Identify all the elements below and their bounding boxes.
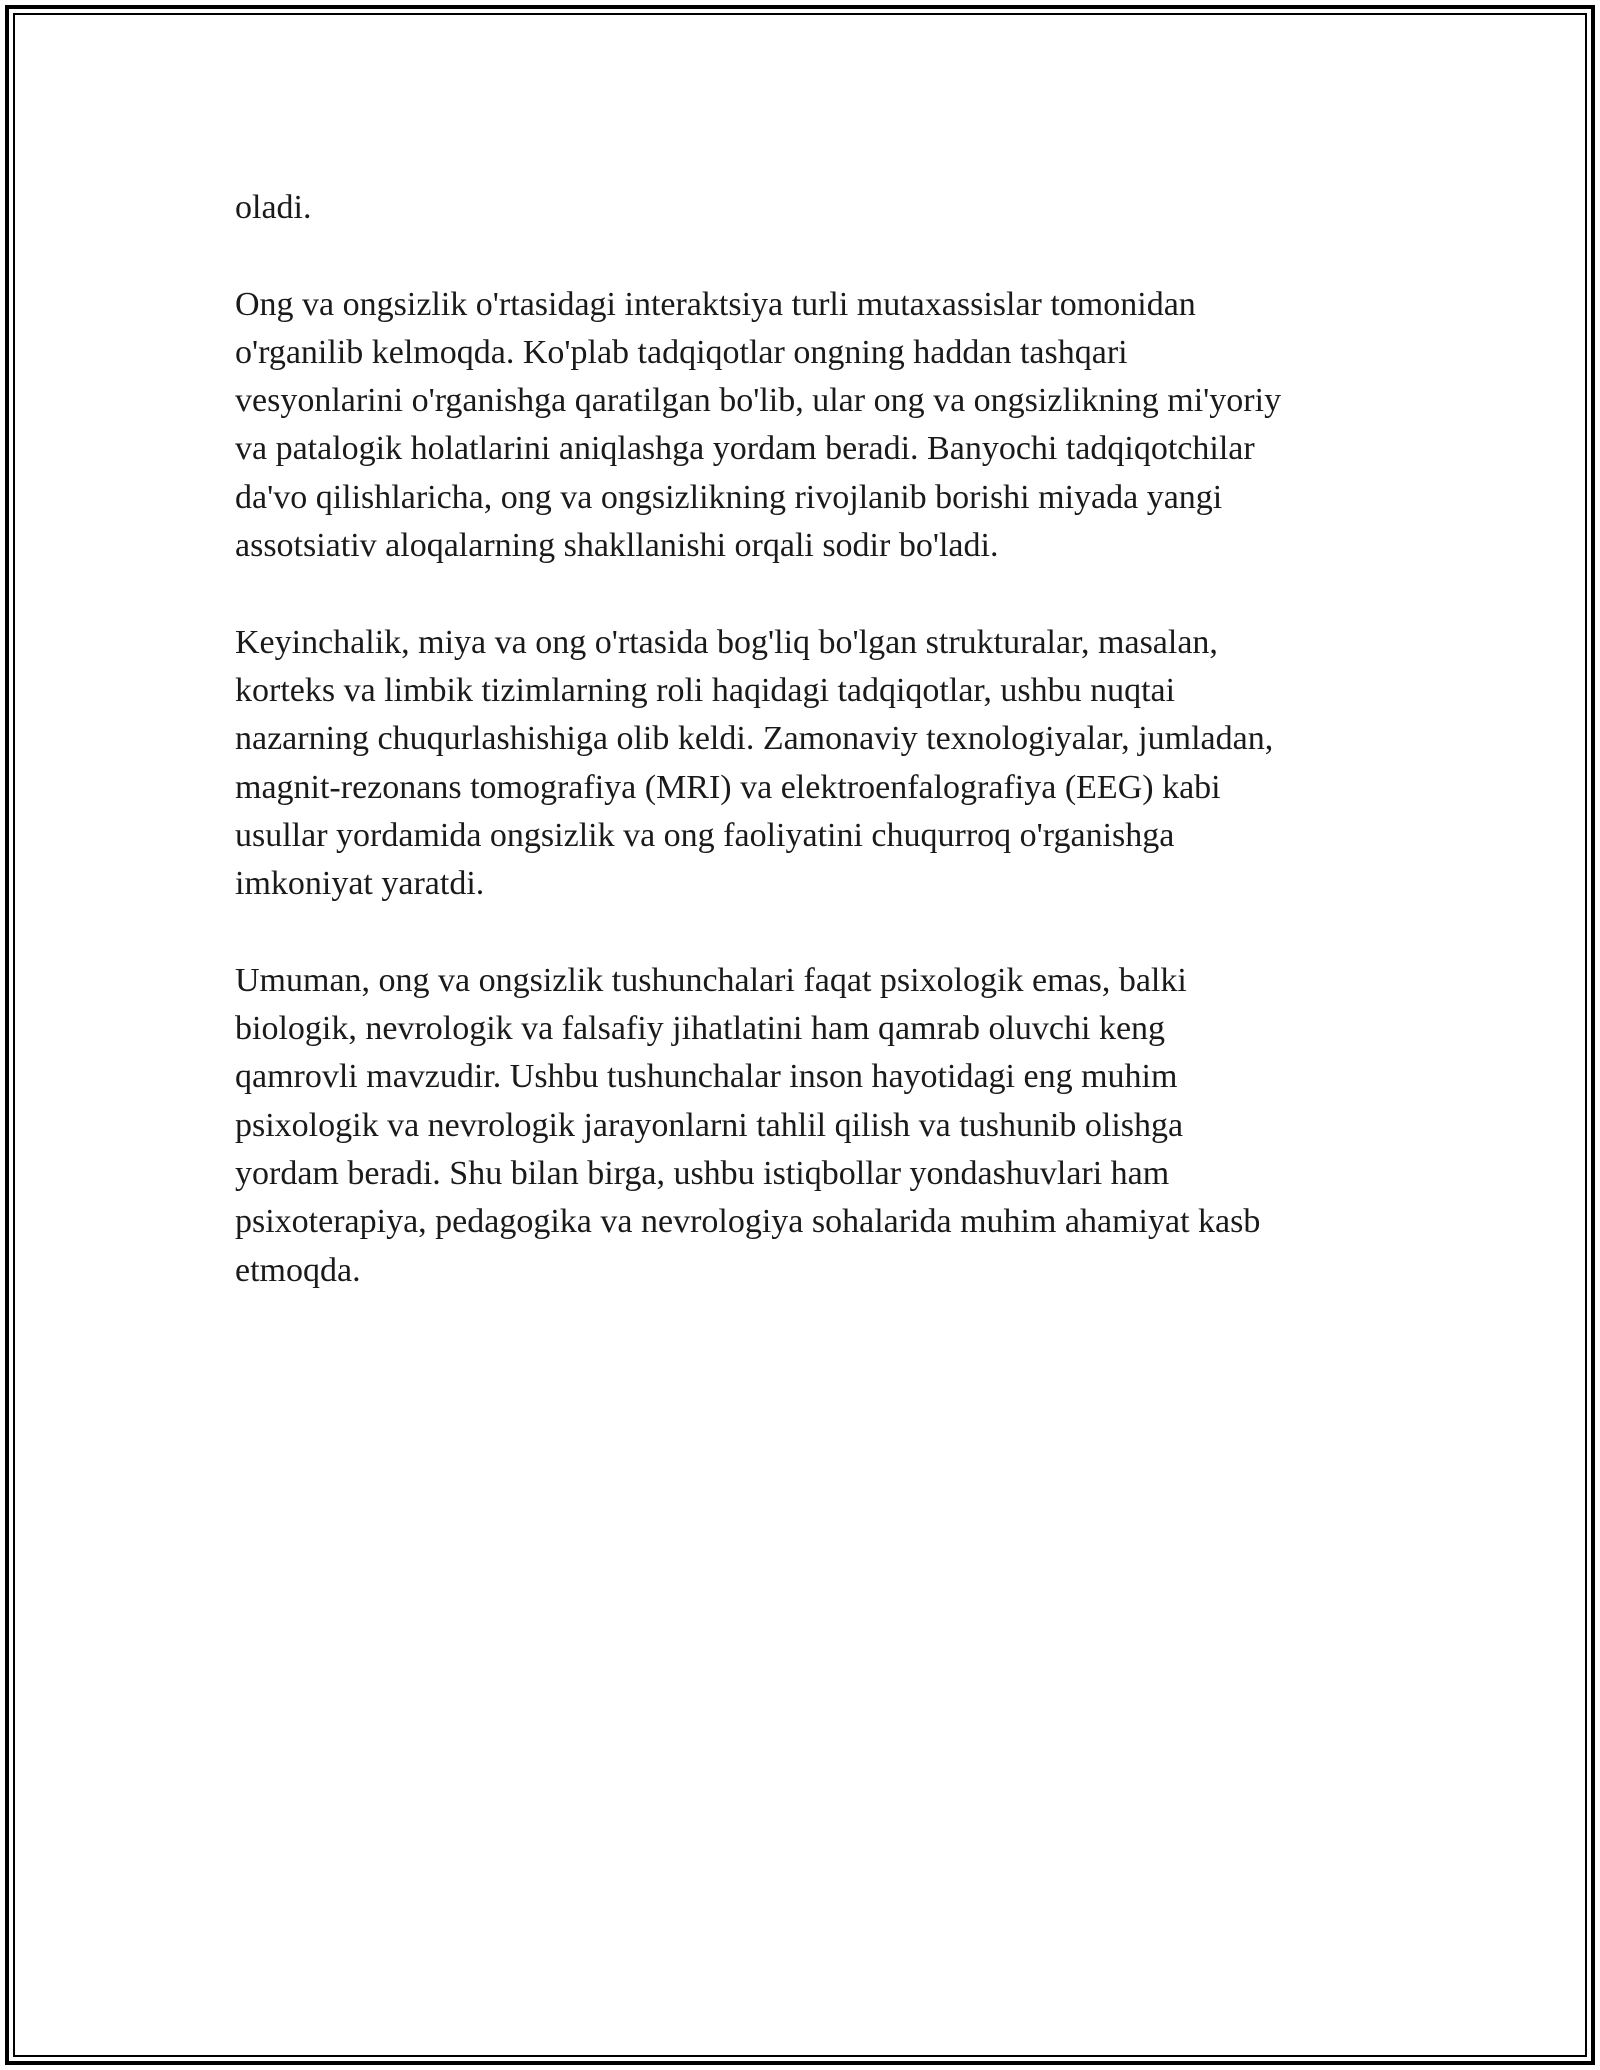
paragraph-ong-ongsizlik-interaktsiya: Ong va ongsizlik o'rtasidagi interaktsiya turli mutaxassislar tomonidan o'rganilib kelmoqda. Ko'plab tadqiqotlar ongning haddan tashqari vesyonlarini o'rganishga qaratilgan bo'lib, ular ong va ongsizlikning mi'yoriy va patalogik holatlarini aniqlashga yordam beradi. Banyochi tadqiqotchilar da'vo qilishlaricha, ong va ongsizlikning rivojlanib borishi miyada yangi assotsiativ aloqalarning shakllanishi orqali sodir bo'ladi. — [235, 285, 1282, 565]
document-body — [235, 184, 1375, 1343]
paragraph-continuation: oladi. — [235, 189, 312, 226]
paragraph-miya-strukturalar: Keyinchalik, miya va ong o'rtasida bog'liq bo'lgan strukturalar, masalan, korteks va limbik tizimlarning roli haqidagi tadqiqotlar, ushbu nuqtai nazarning chuqurlashishiga olib keldi. Zamonaviy texnologiyalar, jumladan, magnit-rezonans tomografiya (MRI) va elektroenfalografiya (EEG) kabi usullar yordamida ongsizlik va ong faoliyatini chuqurroq o'rganishga imkoniyat yaratdi. — [235, 623, 1274, 903]
paragraph-umuman-xulosa: Umuman, ong va ongsizlik tushunchalari faqat psixologik emas, balki biologik, nevrologik va falsafiy jihatlatini ham qamrab oluvchi keng qamrovli mavzudir. Ushbu tushunchalar inson hayotidagi eng muhim psixologik va nevrologik jarayonlarni tahlil qilish va tushunib olishga yordam beradi. Shu bilan birga, ushbu istiqbollar yondashuvlari ham psixoterapiya, pedagogika va nevrologiya sohalarida muhim ahamiyat kasb etmoqda. — [235, 961, 1261, 1289]
